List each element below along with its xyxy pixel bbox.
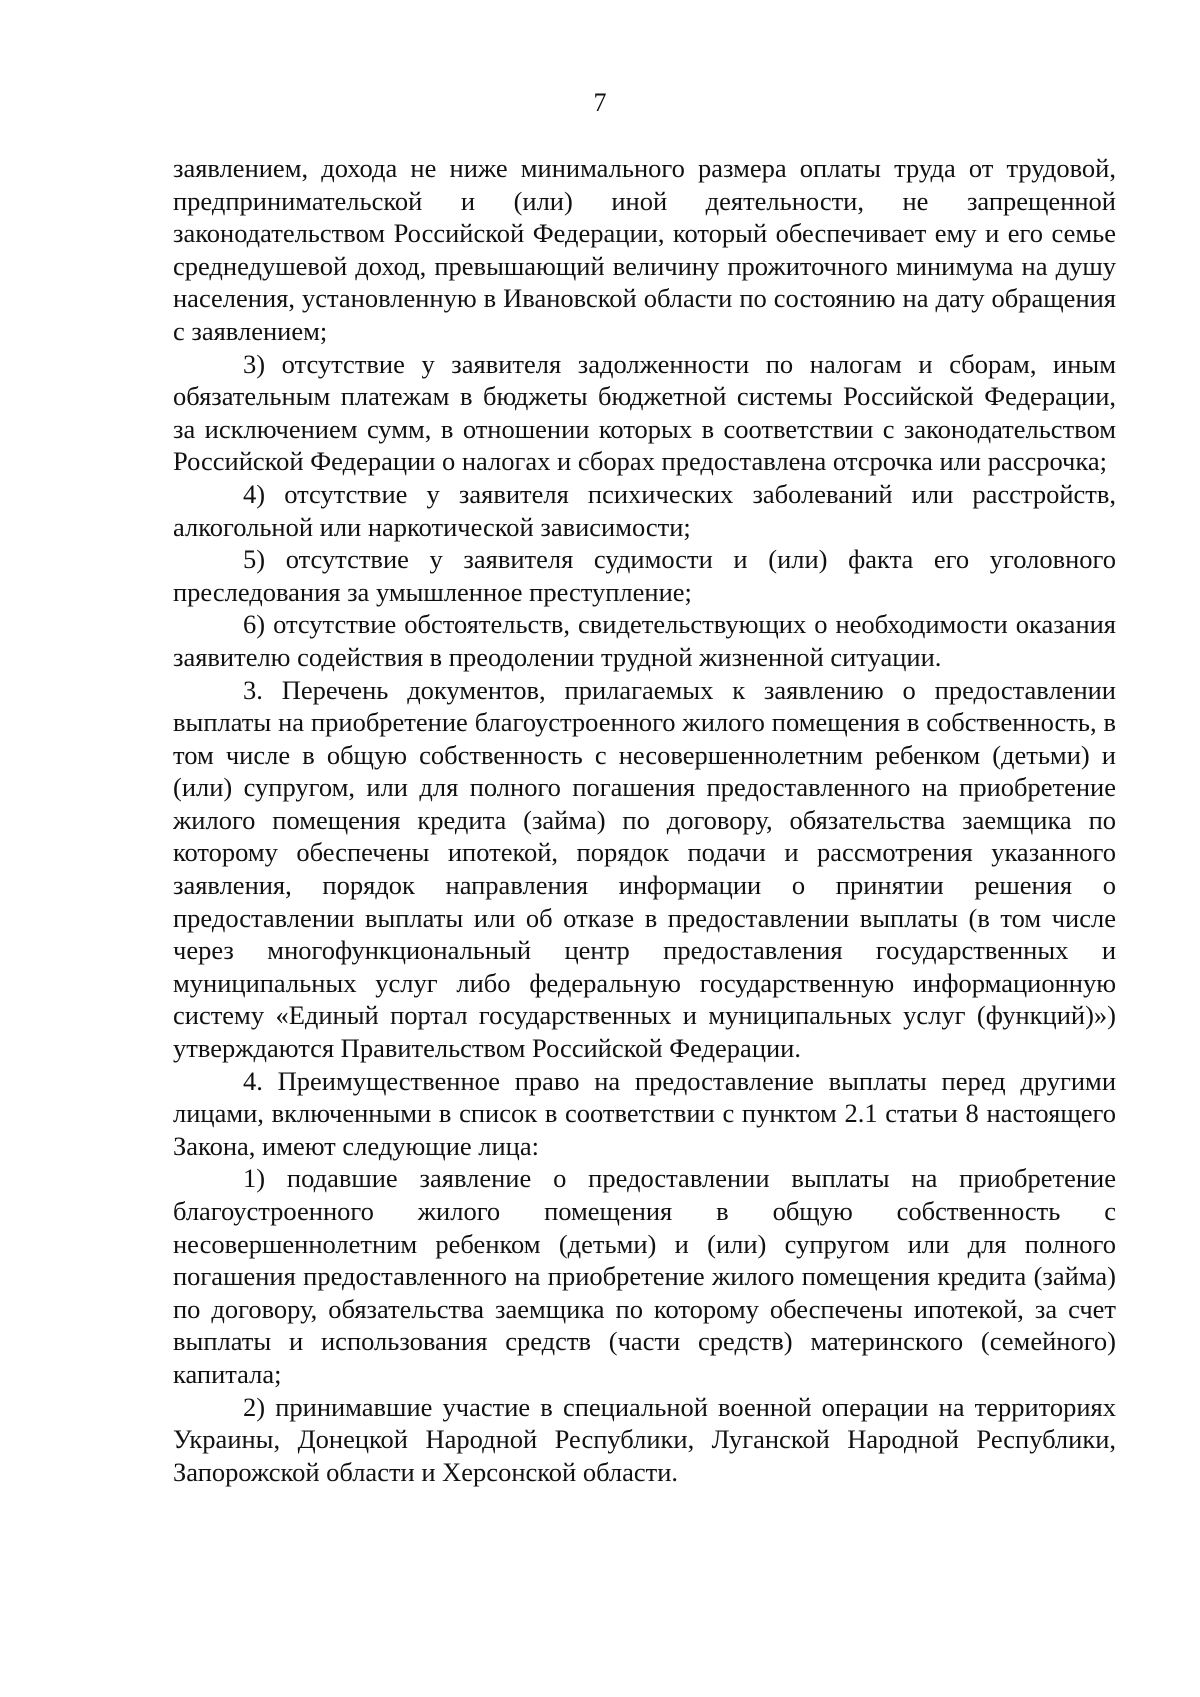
paragraph: 3. Перечень документов, прилагаемых к заявлению о предоставлении выплаты на приобретение благоустроенного жилого помещения в собственность, в том числе в общую собственность с несовершеннолетним ребенком (детьми) и (или) супругом, или для полного погашения предоставленного на приобретение жилого помещения кредита (займа) по договору, обязательства заемщика по которому обеспечены ипотекой, порядок подачи и рассмотрения указанного заявления, порядок направления информации о принятии решения о предоставлении выплаты или об отказе в предоставлении выплаты (в том числе через многофункциональный центр предоставления государственных и муниципальных услуг либо федеральную государственную информационную систему «Единый портал государственных и муниципальных услуг (функций)») утверждаются Правительством Российской Федерации. (173, 674, 1116, 1064)
page-number: 7 (593, 88, 607, 117)
paragraph: заявлением, дохода не ниже минимального размера оплаты труда от трудовой, предпринимательской и (или) иной деятельности, не запрещенной законодательством Российской Федерации, который обеспечивает ему и его семье среднедушевой доход, превышающий величину прожиточного минимума на душу населения, установленную в Ивановской области по состоянию на дату обращения с заявлением; (173, 153, 1116, 346)
paragraph: 4. Преимущественное право на предоставление выплаты перед другими лицами, включенными в список в соответствии с пунктом 2.1 статьи 8 настоящего Закона, имеют следующие лица: (173, 1065, 1116, 1161)
paragraph: 1) подавшие заявление о предоставлении выплаты на приобретение благоустроенного жилого помещения в общую собственность с несовершеннолетним ребенком (детьми) и (или) супругом или для полного погашения предоставленного на приобретение жилого помещения кредита (займа) по договору, обязательства заемщика по которому обеспечены ипотекой, за счет выплаты и использования средств (части средств) материнского (семейного) капитала; (173, 1163, 1116, 1389)
document-body (173, 152, 1116, 1488)
paragraph: 3) отсутствие у заявителя задолженности по налогам и сборам, иным обязательным платежам в бюджеты бюджетной системы Российской Федерации, за исключением сумм, в отношении которых в соответствии с законодательством Российской Федерации о налогах и сборах предоставлена отсрочка или рассрочка; (173, 348, 1116, 477)
paragraph: 5) отсутствие у заявителя судимости и (или) факта его уголовного преследования за умышленное преступление; (173, 544, 1116, 607)
paragraph: 2) принимавшие участие в специальной военной операции на территориях Украины, Донецкой Народной Республики, Луганской Народной Республики, Запорожской области и Херсонской области. (173, 1391, 1116, 1487)
paragraph: 4) отсутствие у заявителя психических заболеваний или расстройств, алкогольной или наркотической зависимости; (173, 478, 1116, 542)
paragraph: 6) отсутствие обстоятельств, свидетельствующих о необходимости оказания заявителю содействия в преодолении трудной жизненной ситуации. (173, 609, 1116, 672)
